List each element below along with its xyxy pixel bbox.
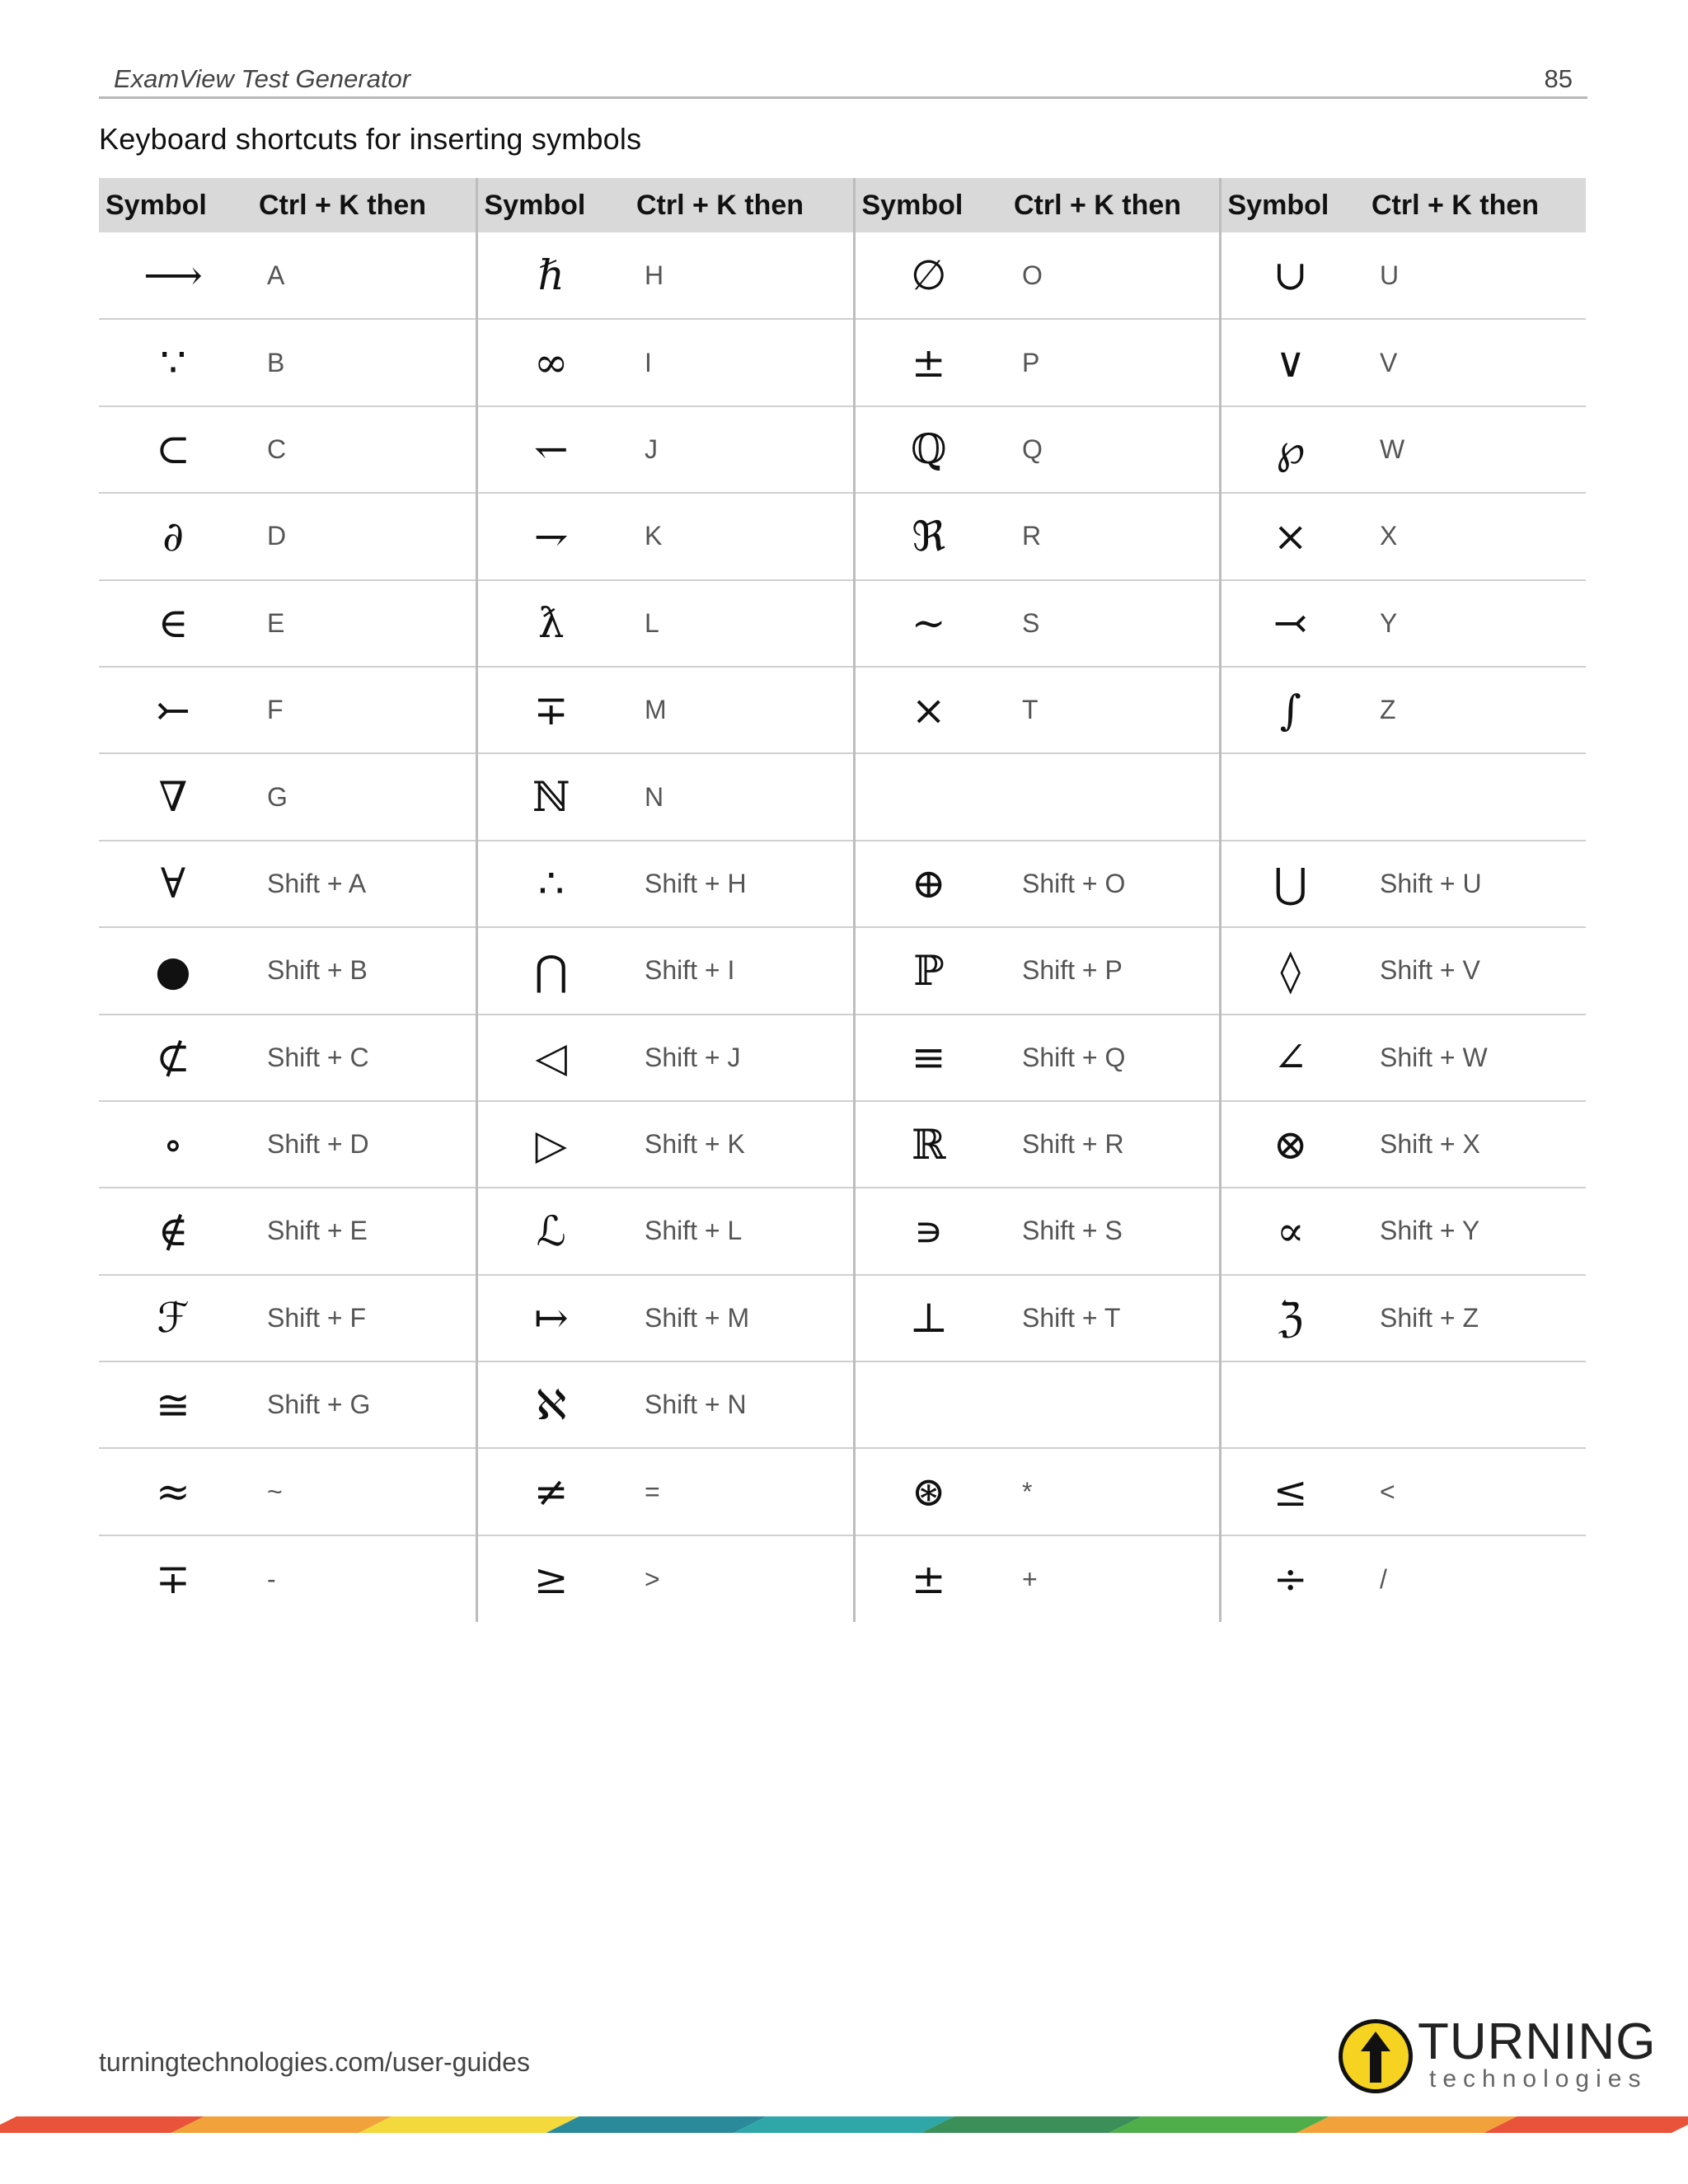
section-title: Keyboard shortcuts for inserting symbols xyxy=(99,122,642,156)
symbol-cell: ℚ xyxy=(854,406,1002,493)
table-row xyxy=(99,841,1586,927)
shortcut-cell: < xyxy=(1360,1448,1586,1535)
symbol-cell: ∨ xyxy=(1220,319,1360,405)
shortcut-cell: = xyxy=(625,1448,854,1535)
shortcut-cell: Shift + O xyxy=(1002,841,1220,927)
color-band-segment xyxy=(546,2116,767,2133)
symbol-cell: ∓ xyxy=(156,1555,190,1604)
shortcut-cell: J xyxy=(625,406,854,493)
shortcut-cell: Shift + X xyxy=(1360,1101,1586,1188)
company-logo xyxy=(1335,2013,1657,2098)
shortcut-cell: Shift + L xyxy=(625,1188,854,1274)
symbol-cell: × xyxy=(1220,493,1360,579)
color-band-segment xyxy=(734,2116,954,2133)
table-row xyxy=(99,232,1586,319)
symbol-cell: ÷ xyxy=(1220,1535,1360,1622)
column-header: Ctrl + K then xyxy=(1002,178,1220,232)
color-band-segment xyxy=(921,2116,1142,2133)
symbol-cell: ℵ xyxy=(476,1361,625,1448)
symbol-cell: ↦ xyxy=(476,1275,625,1361)
table-body xyxy=(99,232,1586,1622)
symbol-cell: × xyxy=(854,667,1002,753)
shortcut-cell: Y xyxy=(1360,580,1586,667)
shortcut-cell: Shift + J xyxy=(625,1015,854,1101)
symbol-cell: ⇁ xyxy=(476,493,625,579)
symbol-cell: ⋂ xyxy=(476,927,625,1014)
decorative-color-band xyxy=(0,2116,1688,2133)
shortcut-cell: H xyxy=(625,232,854,319)
symbol-cell: ∼ xyxy=(854,580,1002,667)
shortcut-cell xyxy=(1002,1361,1220,1448)
symbol-cell: ∝ xyxy=(1220,1188,1360,1274)
table-row xyxy=(99,1535,1586,1622)
shortcut-cell: Shift + E xyxy=(247,1188,476,1274)
table-row xyxy=(99,1361,1586,1448)
column-header: Symbol xyxy=(99,178,247,232)
shortcut-cell: I xyxy=(625,319,854,405)
shortcut-cell: Shift + D xyxy=(247,1101,476,1188)
logo-subtitle: technologies xyxy=(1429,2065,1648,2093)
column-header: Symbol xyxy=(476,178,625,232)
symbol-cell: ∅ xyxy=(854,232,1002,319)
shortcut-cell: B xyxy=(247,319,476,405)
shortcut-cell: Shift + U xyxy=(1360,841,1586,927)
shortcut-cell: V xyxy=(1360,319,1586,405)
symbols-table xyxy=(99,178,1586,1622)
footer-url[interactable]: turningtechnologies.com/user-guides xyxy=(99,2047,530,2077)
symbol-cell: ± xyxy=(854,1535,1002,1622)
logo-emblem-icon xyxy=(1339,2019,1413,2093)
symbol-cell: ≡ xyxy=(854,1015,1002,1101)
symbol-cell: ∀ xyxy=(99,841,247,927)
symbol-cell xyxy=(1220,753,1360,840)
table-row xyxy=(99,753,1586,840)
shortcut-cell: Shift + V xyxy=(1360,927,1586,1014)
table-row xyxy=(99,1275,1586,1361)
shortcut-cell: Shift + P xyxy=(1002,927,1220,1014)
symbol-cell: ∠ xyxy=(1220,1015,1360,1101)
symbol-cell: ∉ xyxy=(99,1188,247,1274)
color-band-segment xyxy=(359,2116,579,2133)
shortcut-cell: O xyxy=(1002,232,1220,319)
shortcut-cell: / xyxy=(1380,1563,1387,1594)
symbol-cell xyxy=(854,1361,1002,1448)
symbol-cell: ℱ xyxy=(99,1275,247,1361)
shortcut-cell: Shift + N xyxy=(625,1361,854,1448)
table-row xyxy=(99,927,1586,1014)
shortcut-cell: Shift + A xyxy=(247,841,476,927)
shortcut-cell: + xyxy=(1022,1563,1038,1594)
shortcut-cell: Shift + I xyxy=(625,927,854,1014)
shortcut-cell xyxy=(1360,1361,1586,1448)
symbol-cell: ℘ xyxy=(1220,406,1360,493)
shortcut-cell: Shift + G xyxy=(247,1361,476,1448)
logo-wordmark: TURNING xyxy=(1418,2013,1657,2070)
symbol-cell: ± xyxy=(854,319,1002,405)
shortcut-cell: Z xyxy=(1360,667,1586,753)
symbol-cell: ≅ xyxy=(99,1361,247,1448)
table-row xyxy=(99,1101,1586,1188)
symbol-cell: ▷ xyxy=(476,1101,625,1188)
symbol-cell: ƛ xyxy=(476,580,625,667)
shortcut-cell: Shift + F xyxy=(247,1275,476,1361)
symbol-cell: ℕ xyxy=(476,753,625,840)
shortcut-cell: L xyxy=(625,580,854,667)
shortcut-cell: P xyxy=(1002,319,1220,405)
symbol-cell: ⊕ xyxy=(854,841,1002,927)
page-header xyxy=(99,64,1587,99)
column-header: Ctrl + K then xyxy=(247,178,476,232)
shortcut-cell: Shift + H xyxy=(625,841,854,927)
symbol-cell: ⋃ xyxy=(1220,841,1360,927)
shortcut-cell xyxy=(1002,753,1220,840)
shortcut-cell: A xyxy=(247,232,476,319)
shortcut-cell: > xyxy=(645,1563,660,1594)
shortcut-cell: * xyxy=(1002,1448,1220,1535)
shortcut-cell: Shift + Y xyxy=(1360,1188,1586,1274)
shortcut-cell: Shift + C xyxy=(247,1015,476,1101)
symbol-cell: ∍ xyxy=(854,1188,1002,1274)
shortcut-cell: Shift + S xyxy=(1002,1188,1220,1274)
shortcut-cell: Shift + M xyxy=(625,1275,854,1361)
shortcut-cell: Q xyxy=(1002,406,1220,493)
shortcut-cell: M xyxy=(625,667,854,753)
symbol-cell: ℜ xyxy=(854,493,1002,579)
table-row xyxy=(99,1188,1586,1274)
symbol-cell: ∫ xyxy=(1220,667,1360,753)
table-row xyxy=(99,580,1586,667)
symbol-cell: ∴ xyxy=(476,841,625,927)
symbol-cell: ℙ xyxy=(854,927,1002,1014)
symbol-cell: ◁ xyxy=(476,1015,625,1101)
shortcut-cell: ~ xyxy=(247,1448,476,1535)
symbol-cell: ∂ xyxy=(99,493,247,579)
symbol-cell: ⊂ xyxy=(99,406,247,493)
shortcut-cell: C xyxy=(247,406,476,493)
symbol-cell: ∞ xyxy=(476,319,625,405)
page-number: 85 xyxy=(1544,64,1573,93)
shortcut-cell: K xyxy=(625,493,854,579)
shortcut-cell: Shift + Q xyxy=(1002,1015,1220,1101)
shortcut-cell: E xyxy=(247,580,476,667)
table-row xyxy=(99,406,1586,493)
shortcut-cell: N xyxy=(625,753,854,840)
symbol-cell: ⟶ xyxy=(99,232,247,319)
symbol-cell: ∇ xyxy=(99,753,247,840)
document-title: ExamView Test Generator xyxy=(114,64,411,93)
shortcut-cell: Shift + W xyxy=(1360,1015,1586,1101)
shortcut-cell: S xyxy=(1002,580,1220,667)
shortcut-cell: Shift + K xyxy=(625,1101,854,1188)
symbol-cell: ℝ xyxy=(854,1101,1002,1188)
shortcut-cell: U xyxy=(1360,232,1586,319)
table-row xyxy=(99,493,1586,579)
symbol-cell: ℨ xyxy=(1220,1275,1360,1361)
symbol-cell: ◊ xyxy=(1220,927,1360,1014)
symbol-cell: ⊗ xyxy=(1220,1101,1360,1188)
symbol-cell: ≠ xyxy=(476,1448,625,1535)
table-row xyxy=(99,1448,1586,1535)
table-row xyxy=(99,667,1586,753)
shortcut-cell: Shift + T xyxy=(1002,1275,1220,1361)
symbol-cell: ⊄ xyxy=(99,1015,247,1101)
table-row xyxy=(99,1015,1586,1101)
symbol-cell: ⤙ xyxy=(1220,580,1360,667)
symbol-cell: ∪ xyxy=(1220,232,1360,319)
shortcut-cell: G xyxy=(247,753,476,840)
table-header-row xyxy=(99,178,1586,232)
symbol-cell: ∓ xyxy=(476,667,625,753)
shortcut-cell: T xyxy=(1002,667,1220,753)
color-band-segment xyxy=(1109,2116,1329,2133)
symbol-cell: ℏ xyxy=(476,232,625,319)
shortcut-cell: Shift + Z xyxy=(1360,1275,1586,1361)
symbol-cell: ⊥ xyxy=(854,1275,1002,1361)
symbol-cell xyxy=(854,753,1002,840)
shortcut-cell: D xyxy=(247,493,476,579)
symbol-cell: ≤ xyxy=(1220,1448,1360,1535)
symbol-cell: ∘ xyxy=(99,1101,247,1188)
shortcut-cell: Shift + R xyxy=(1002,1101,1220,1188)
shortcut-cell: R xyxy=(1002,493,1220,579)
column-header: Ctrl + K then xyxy=(625,178,854,232)
symbol-cell: ↽ xyxy=(476,406,625,493)
color-band-segment xyxy=(1484,2116,1688,2133)
symbol-cell: ≈ xyxy=(99,1448,247,1535)
column-header: Symbol xyxy=(854,178,1002,232)
shortcut-cell: W xyxy=(1360,406,1586,493)
shortcut-cell: - xyxy=(267,1563,276,1594)
symbol-cell: ∵ xyxy=(99,319,247,405)
column-header: Symbol xyxy=(1220,178,1360,232)
column-header: Ctrl + K then xyxy=(1360,178,1586,232)
symbol-cell: ⊛ xyxy=(854,1448,1002,1535)
symbol-cell: ∈ xyxy=(99,580,247,667)
shortcut-cell: X xyxy=(1360,493,1586,579)
symbol-cell: ● xyxy=(99,927,247,1014)
table-row xyxy=(99,319,1586,405)
shortcut-cell xyxy=(1360,753,1586,840)
shortcut-cell: F xyxy=(247,667,476,753)
symbol-cell xyxy=(1220,1361,1360,1448)
symbol-cell: ≥ xyxy=(476,1535,625,1622)
symbol-cell: ⤚ xyxy=(99,667,247,753)
symbol-cell: ℒ xyxy=(476,1188,625,1274)
color-band-segment xyxy=(0,2116,204,2133)
color-band-segment xyxy=(171,2116,392,2133)
color-band-segment xyxy=(1296,2116,1517,2133)
shortcut-cell: Shift + B xyxy=(247,927,476,1014)
